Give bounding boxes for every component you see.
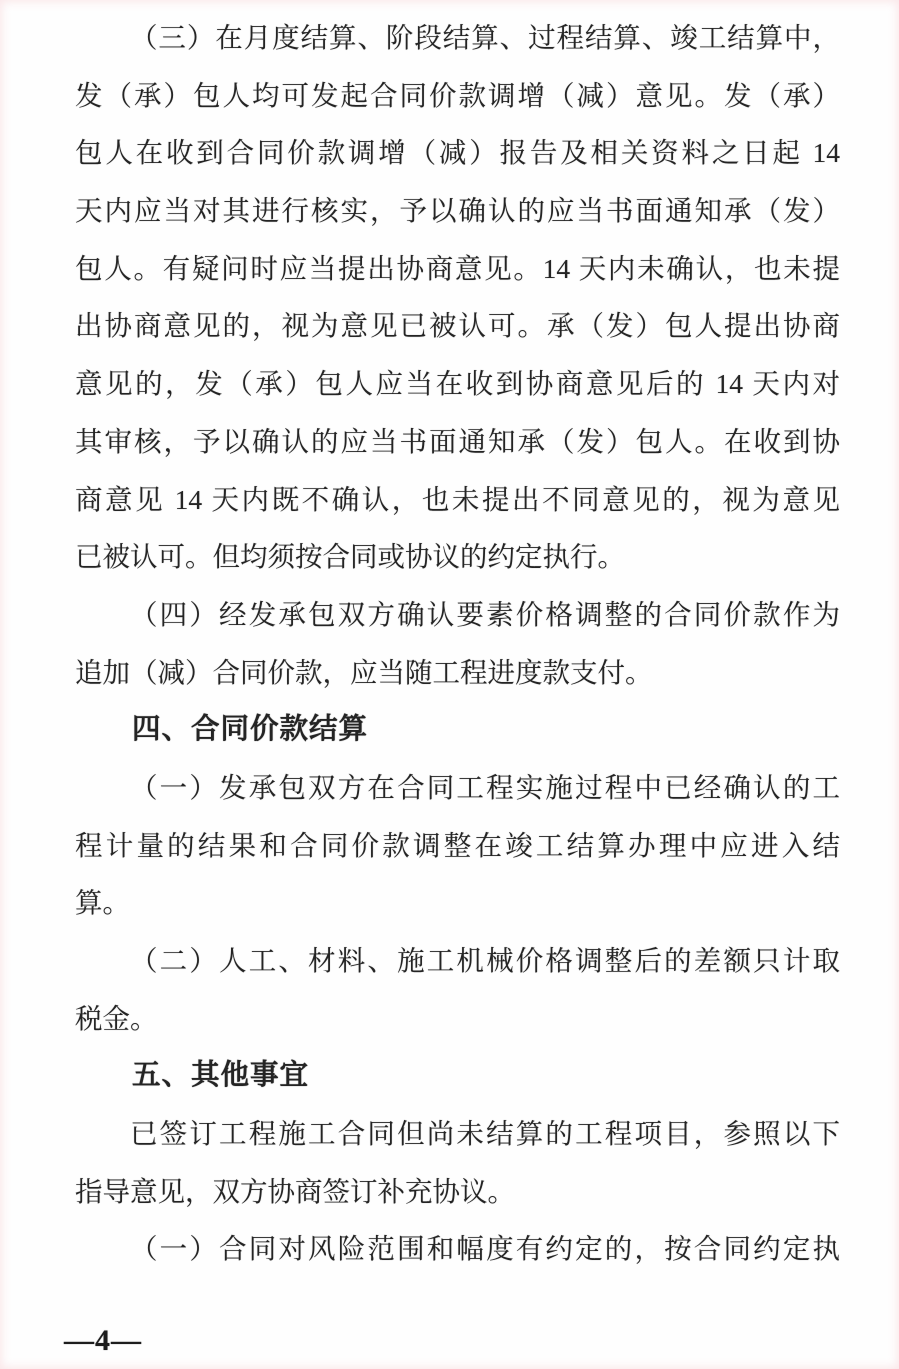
text-line: 程计量的结果和合同价款调整在竣工结算办理中应进入结 <box>75 829 840 861</box>
text-line: 已签订工程施工合同但尚未结算的工程项目，参照以下 <box>130 1118 840 1150</box>
text-line: 出协商意见的，视为意见已被认可。承（发）包人提出协商 <box>75 310 840 342</box>
text-line: 包人在收到合同价款调增（减）报告及相关资料之日起 14 <box>75 137 840 169</box>
text-line: （一）发承包双方在合同工程实施过程中已经确认的工 <box>130 771 840 803</box>
text-line: 指导意见，双方协商签订补充协议。 <box>75 1175 515 1207</box>
text-line: 意见的，发（承）包人应当在收到协商意见后的 14 天内对 <box>75 368 840 400</box>
text-line: （二）人工、材料、施工机械价格调整后的差额只计取 <box>130 945 840 976</box>
text-line: 发（承）包人均可发起合同价款调增（减）意见。发（承） <box>75 79 840 111</box>
text-line: 包人。有疑问时应当提出协商意见。14 天内未确认，也未提 <box>75 252 840 284</box>
section-heading-5: 五、其他事宜 <box>132 1059 310 1092</box>
text-line: 商意见 14 天内既不确认，也未提出不同意见的，视为意见 <box>75 483 840 515</box>
text-line: （一）合同对风险范围和幅度有约定的，按合同约定执 <box>130 1233 840 1265</box>
text-line: 其审核，予以确认的应当书面通知承（发）包人。在收到协 <box>75 425 840 457</box>
section-heading-4: 四、合同价款结算 <box>132 713 369 746</box>
text-line: 已被认可。但均须按合同或协议的约定执行。 <box>75 541 625 573</box>
text-line: 税金。 <box>75 1002 158 1034</box>
text-line: （三）在月度结算、阶段结算、过程结算、竣工结算中， <box>130 22 840 53</box>
text-line: 天内应当对其进行核实，予以确认的应当书面通知承（发） <box>75 195 840 227</box>
text-line: 算。 <box>75 887 130 919</box>
text-line: （四）经发承包双方确认要素价格调整的合同价款作为 <box>130 598 840 630</box>
page-number: —4— <box>64 1324 142 1357</box>
text-line: 追加（减）合同价款，应当随工程进度款支付。 <box>75 656 653 688</box>
document-body <box>75 9 840 1278</box>
